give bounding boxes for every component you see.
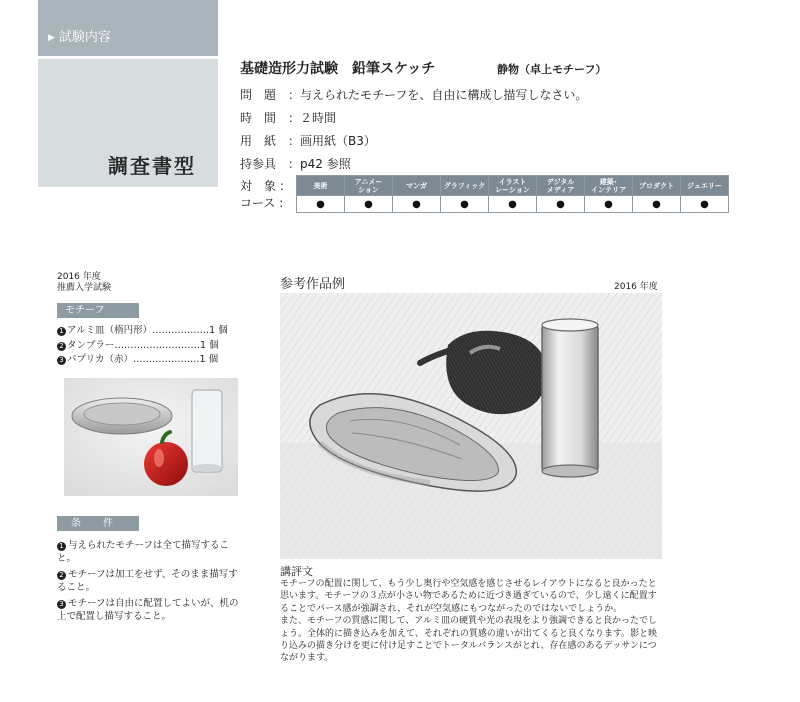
- motif-heading: モチーフ: [57, 303, 139, 318]
- course-name: グラフィック: [441, 176, 489, 196]
- condition-item: 1 与えられたモチーフは全て描写すること。: [57, 540, 230, 564]
- info-row-items: 持参具 ：p42 参照: [240, 157, 351, 171]
- course-name: アニメー ション: [345, 176, 393, 196]
- course-name: デジタル メディア: [537, 176, 585, 196]
- info-row-time: 時 間 ：２時間: [240, 111, 337, 125]
- course-name: イラスト レーション: [489, 176, 537, 196]
- sample-year: 2016 年度: [614, 282, 658, 292]
- target-course-label: 対 象 : コース :: [240, 179, 284, 210]
- conditions-heading: 条 件: [57, 516, 139, 531]
- motif-item: 3 パプリカ（赤）…………………1 個: [57, 354, 218, 366]
- course-mark: ●: [681, 196, 729, 213]
- review-paragraph: また、モチーフの質感に関して、アルミ皿の硬質や光の表現をより強調できると良かったでしょう。全体的に描き込みを加えて、それぞれの質感の違いが出てくると良くなります。影と映り込みの描き分けを更に付け足すことでトータルバランスがとれ、存在感のあるデッサンにつながります。: [280, 616, 658, 664]
- course-name: ジュエリー: [681, 176, 729, 196]
- condition-item: 2 モチーフは加工をせず、そのまま描写すること。: [57, 569, 238, 593]
- sample-artwork: [280, 293, 662, 559]
- course-mark: ●: [441, 196, 489, 213]
- motif-photo: [64, 378, 238, 496]
- review-paragraph: モチーフの配置に関して、もう少し奥行や空気感を感じさせるレイアウトになると良かったと思います。モチーフの３点が小さい物であるために近づき過ぎているので、少し遠くに配置することでパース感が強調され、それが空気感にもつながったのではないでしょうか。: [280, 579, 657, 614]
- course-mark: ●: [633, 196, 681, 213]
- course-table: [296, 175, 729, 213]
- section-tab-label: [48, 26, 111, 45]
- sample-title: 参考作品例: [280, 277, 346, 292]
- course-mark: ●: [297, 196, 345, 213]
- review-title: 講評文: [280, 565, 313, 578]
- info-row-paper: 用 紙 ：画用紙（B3）: [240, 134, 376, 148]
- course-header-row: [297, 176, 729, 196]
- course-name: 美術: [297, 176, 345, 196]
- course-name: 建築･ インテリア: [585, 176, 633, 196]
- condition-item: 3 モチーフは自由に配置してよいが、机の上で配置し描写すること。: [57, 598, 239, 622]
- motif-item: 2 タンブラー………………………1 個: [57, 340, 219, 352]
- year-note: 2016 年度 推薦入学試験: [57, 272, 112, 293]
- course-mark: ●: [393, 196, 441, 213]
- course-mark: ●: [489, 196, 537, 213]
- exam-subtitle: 静物（卓上モチーフ）: [497, 63, 607, 76]
- type-title: 調査書型: [108, 154, 196, 178]
- course-mark-row: [297, 196, 729, 213]
- course-mark: ●: [585, 196, 633, 213]
- course-name: マンガ: [393, 176, 441, 196]
- exam-title: 基礎造形力試験 鉛筆スケッチ: [240, 61, 436, 77]
- info-row-problem: 問 題 ：与えられたモチーフを、自由に構成し描写しなさい。: [240, 88, 588, 102]
- course-mark: ●: [345, 196, 393, 213]
- course-mark: ●: [537, 196, 585, 213]
- triangle-right-icon: ▶: [48, 33, 55, 43]
- course-name: プロダクト: [633, 176, 681, 196]
- section-tab-text: 試験内容: [58, 30, 111, 45]
- motif-item: 1 アルミ皿（楕円形）………………1 個: [57, 325, 228, 337]
- review-text: [280, 578, 665, 665]
